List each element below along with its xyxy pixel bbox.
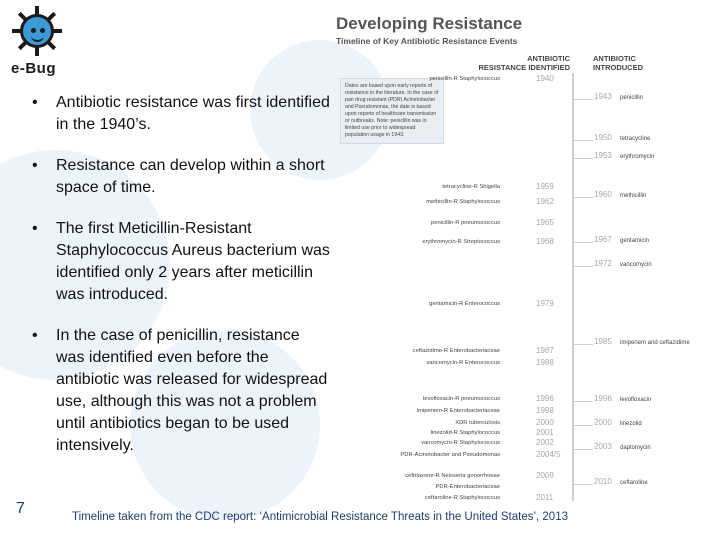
resistance-label: vancomycin-R Enterococcus: [426, 360, 500, 366]
resistance-label: ceftriaxone-R Neisseria gonorrhoeae: [405, 473, 500, 479]
resistance-label: linezolid-R Staphylococcus: [430, 430, 500, 436]
resistance-label: penicillin-R pneumococcus: [431, 220, 500, 226]
introduced-year: 2010: [594, 477, 612, 486]
introduced-antibiotic: imipenem and ceftazidime: [620, 340, 690, 346]
introduced-year: 1950: [594, 133, 612, 142]
resistance-label: methicillin-R Staphylococcus: [426, 199, 500, 205]
introduced-antibiotic: methicillin: [620, 193, 647, 199]
introduced-antibiotic: daptomycin: [620, 445, 651, 451]
resistance-year: 1959: [536, 182, 554, 191]
introduced-connector: [573, 449, 593, 450]
timeline-title: Developing Resistance: [336, 14, 523, 33]
introduced-connector: [573, 266, 593, 267]
resistance-label: penicillin-R Staphylococcus: [429, 76, 500, 82]
logo-text: e-Bug: [11, 60, 56, 77]
introduced-connector: [573, 99, 593, 100]
introduced-connector: [573, 484, 593, 485]
resistance-year: 1987: [536, 346, 554, 355]
introduced-antibiotic: erythromycin: [620, 154, 655, 160]
timeline-note: Dates are based upon early reports of resistance in the literature. In the case of pan drug resistant (PDR) Acinetobacter and Pseudomonas, the date is based upon reports of healthcare transmission or outbreaks. Note: penicillin was in limited use prior to widespread population usage in 1943.: [340, 78, 444, 144]
introduced-year: 2003: [594, 442, 612, 451]
bullet-item: • In the case of penicillin, resistance was identified even before the antibiotic was released for widespread use, although this was not a problem until antibiotics began to be used intensively.: [30, 325, 330, 457]
resistance-year: 2011: [536, 493, 554, 502]
resistance-label: erythromycin-R Streptococcus: [422, 239, 500, 245]
bullet-item: • The first Meticillin-Resistant Staphylococcus Aureus bacterium was identified only 2 years after meticillin was introduced.: [30, 218, 330, 306]
resistance-label: XDR tuberculosis: [455, 420, 500, 426]
slide-number: 7: [16, 500, 25, 517]
resistance-label: tetracycline-R Shigella: [442, 184, 500, 190]
introduced-antibiotic: linezolid: [620, 421, 642, 427]
introduced-connector: [573, 425, 593, 426]
resistance-year: 2009: [536, 471, 554, 480]
introduced-connector: [573, 197, 593, 198]
resistance-label: vancomycin-R Staphylococcus: [421, 440, 500, 446]
introduced-year: 1967: [594, 235, 612, 244]
resistance-label: imipenem-R Enterobacteriaceae: [416, 408, 500, 414]
resistance-label: PDR-Acinetobacter and Pseudomonas: [400, 452, 500, 458]
introduced-antibiotic: penicillin: [620, 95, 644, 101]
timeline-axis: [572, 73, 574, 501]
resistance-year: 1940: [536, 74, 554, 83]
resistance-label: ceftaroline-R Staphylococcus: [424, 495, 500, 501]
introduced-year: 1953: [594, 151, 612, 160]
introduced-connector: [573, 401, 593, 402]
introduced-connector: [573, 158, 593, 159]
introduced-year: 1972: [594, 259, 612, 268]
resistance-label: levofloxacin-R pneumococcus: [422, 396, 500, 402]
introduced-connector: [573, 242, 593, 243]
ebug-logo: [8, 10, 68, 82]
resistance-year: 1962: [536, 197, 554, 206]
bullet-list: [30, 92, 330, 476]
introduced-year: 1985: [594, 337, 612, 346]
introduced-year: 1943: [594, 92, 612, 101]
source-caption: Timeline taken from the CDC report: ‘Antimicrobial Resistance Threats in the United States’, 2013: [72, 511, 568, 523]
resistance-year: 2002: [536, 438, 554, 447]
introduced-antibiotic: ceftaroline: [620, 480, 648, 486]
resistance-year: 1965: [536, 218, 554, 227]
introduced-antibiotic: vancomycin: [620, 262, 652, 268]
introduced-connector: [573, 140, 593, 141]
bullet-item: • Resistance can develop within a short space of time.: [30, 155, 330, 199]
bullet-item: • Antibiotic resistance was first identified in the 1940’s.: [30, 92, 330, 136]
resistance-year: 1988: [536, 358, 554, 367]
resistance-column-header: ANTIBIOTIC RESISTANCE IDENTIFIED: [478, 54, 570, 72]
introduced-antibiotic: tetracycline: [620, 136, 651, 142]
introduced-connector: [573, 344, 593, 345]
introduced-year: 1960: [594, 190, 612, 199]
introduced-year: 2000: [594, 418, 612, 427]
resistance-year: 1998: [536, 406, 554, 415]
introduced-column-header: ANTIBIOTIC INTRODUCED: [593, 54, 643, 72]
resistance-label: ceftazidime-R Enterobacteriaceae: [412, 348, 500, 354]
resistance-label: gentamicin-R Enterococcus: [429, 301, 500, 307]
resistance-year: 2001: [536, 428, 554, 437]
resistance-year: 1996: [536, 394, 554, 403]
resistance-year: 2000: [536, 418, 554, 427]
resistance-year: 1968: [536, 237, 554, 246]
resistance-year: 2004/5: [536, 450, 561, 459]
introduced-year: 1996: [594, 394, 612, 403]
resistance-year: 1979: [536, 299, 554, 308]
bug-icon: [20, 14, 54, 48]
introduced-antibiotic: gentamicin: [620, 238, 650, 244]
resistance-timeline: [330, 8, 720, 500]
introduced-antibiotic: levofloxacin: [620, 397, 652, 403]
resistance-label: PDR-Enterobacteriaceae: [435, 484, 500, 490]
timeline-subtitle: Timeline of Key Antibiotic Resistance Events: [336, 36, 518, 46]
